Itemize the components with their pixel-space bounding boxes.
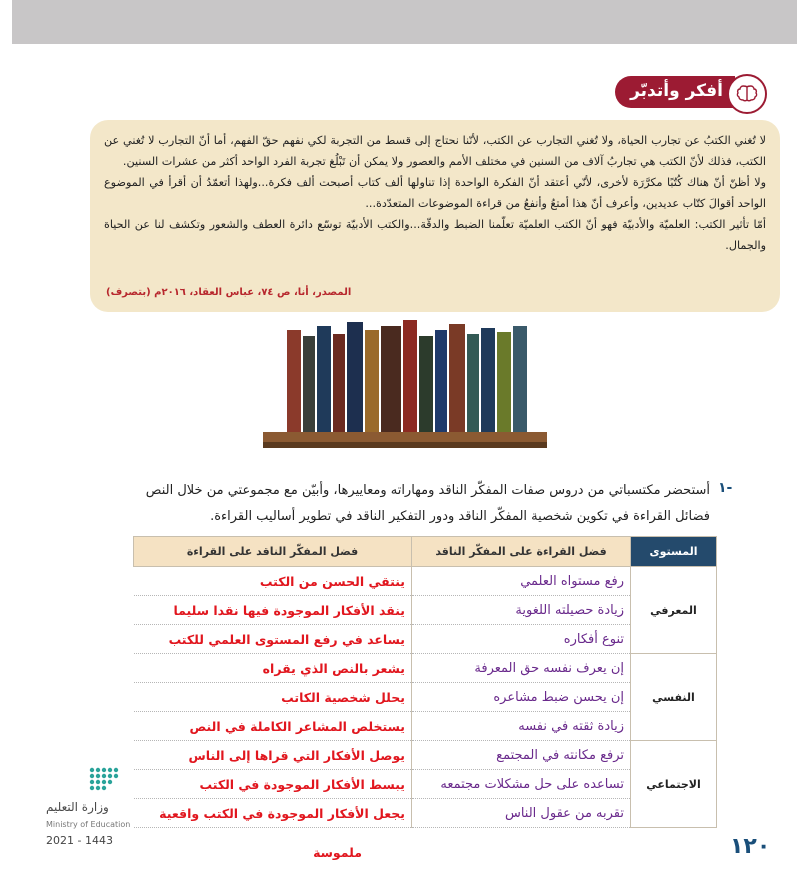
impact-cell[interactable] — [412, 654, 631, 683]
handwritten-answer: يشعر بالنص الذي يقراه — [262, 660, 405, 676]
page-number: ١٢٠ — [730, 834, 771, 859]
quote-paragraph-2: ولا أظنّ أنّ هناك كُتُبًا مكرَّرَة لأخرى، لأنّي أعتقد أنّ الفكرة الواحدة إذا تناولها ألف كتاب أصبحت ألف فكرة...ولهذا أتعمّدُ أن أقرأ في الموضوع الواحد أقوالَ كتّاب عديدين، وأعرف أنّ هذا أمتعُ وأنفعُ من قراءة الموضوعات المتعدّدة... — [104, 176, 766, 210]
answer-cell[interactable] — [134, 625, 412, 654]
quote-box — [90, 120, 780, 312]
impact-cell[interactable] — [412, 770, 631, 799]
impact-cell[interactable] — [412, 741, 631, 770]
handwritten-answer: زيادة ثقته في نفسه — [518, 718, 624, 734]
table-row — [134, 625, 717, 654]
table-row — [134, 683, 717, 712]
header-thinker-on-reading: فضل المفكّر الناقد على القراءة — [134, 537, 412, 567]
header-reading-on-thinker: فضل القراءة على المفكّر الناقد — [412, 537, 631, 567]
handwritten-answer: إن يحسن ضبط مشاعره — [493, 689, 624, 705]
impact-cell[interactable] — [412, 799, 631, 828]
answer-cell[interactable] — [134, 596, 412, 625]
handwritten-answer: ينقد الأفكار الموجودة فيها نقدا سليما — [173, 602, 405, 618]
table-row — [134, 567, 717, 596]
edition-year: 2021 - 1443 — [46, 834, 113, 847]
handwritten-answer: يجعل الأفكار الموجودة في الكتب واقعية — [159, 805, 405, 821]
impact-cell[interactable] — [412, 712, 631, 741]
handwritten-answer: يساعد في رفع المستوى العلمي للكتب — [168, 631, 405, 647]
handwritten-answer: يوصل الأفكار التي قراها إلى الناس — [188, 747, 405, 763]
table-row — [134, 712, 717, 741]
quote-source: المصدر، أنا، ص ٧٤، عباس العقاد، ٢٠١٦م (بتصرف) — [106, 287, 352, 298]
table-row — [134, 799, 717, 828]
level-cell: الاجتماعي — [631, 741, 717, 828]
handwritten-answer: ينتقي الحسن من الكتب — [259, 573, 405, 589]
impact-cell[interactable] — [412, 683, 631, 712]
handwritten-answer: إن يعرف نفسه حق المعرفة — [474, 660, 624, 676]
quote-paragraph-3: أمّا تأثير الكتب: العلميّة والأدبيّة فهو أنّ الكتب العلميّة تعلّمنا الضبط والدقّة...والكتب الأدبيّة توسّع دائرة العطف والشعور وتكشف لنا عن الحياة والجمال. — [104, 218, 766, 252]
handwritten-overflow: ملموسة — [313, 845, 362, 860]
answer-cell[interactable] — [134, 654, 412, 683]
answer-cell[interactable] — [134, 683, 412, 712]
top-gray-bar — [12, 0, 797, 44]
level-cell: المعرفي — [631, 567, 717, 654]
handwritten-answer: يبسط الأفكار الموجودة في الكتب — [199, 776, 405, 792]
table-row — [134, 770, 717, 799]
section-header — [615, 74, 767, 110]
table-row — [134, 654, 717, 683]
question-text: أستحضر مكتسباتي من دروس صفات المفكّر الناقد ومهاراته ومعاييرها، وأبيّن مع مجموعتي من خلال النص فضائل القراءة في تكوين شخصية المفكّر الناقد ودور التفكير الناقد في تطوير أساليب القراءة. — [145, 483, 710, 524]
answer-cell[interactable] — [134, 741, 412, 770]
impact-cell[interactable] — [412, 596, 631, 625]
handwritten-answer: تقربه من عقول الناس — [504, 805, 624, 821]
handwritten-answer: زيادة حصيلته اللغوية — [515, 602, 624, 618]
handwritten-answer: يستخلص المشاعر الكاملة في النص — [189, 718, 405, 734]
answer-table — [133, 536, 717, 828]
answer-cell[interactable] — [134, 712, 412, 741]
impact-cell[interactable] — [412, 625, 631, 654]
logo-arabic-text: وزارة التعليم — [46, 800, 109, 814]
handwritten-answer: تنوع أفكاره — [563, 631, 624, 647]
logo-english-text: Ministry of Education — [46, 820, 131, 829]
brain-icon — [727, 74, 767, 114]
quote-paragraph-1: لا تُغني الكتبُ عن تجارب الحياة، ولا تُغني التجارب عن الكتب، لأنّنا نحتاج إلى قسط من التجربة لكي نفهم حقّ الفهم، أما أنّ التجارب لا تُغني عن الكتب، فذلك لأنّ الكتب هي تجاربُ آلاف من السنين في مختلف الأمم والعصور ولا يمكن أن تَبْلُغ تجربة الفرد الواحد أكثر من عشرات السنين. — [104, 134, 766, 168]
handwritten-answer: رفع مستواه العلمي — [520, 573, 624, 589]
table-row — [134, 741, 717, 770]
handwritten-answer: يحلل شخصية الكاتب — [281, 689, 405, 705]
handwritten-answer: ترفع مكانته في المجتمع — [496, 747, 624, 763]
answer-cell[interactable] — [134, 799, 412, 828]
header-level: المستوى — [631, 537, 717, 567]
level-cell: النفسي — [631, 654, 717, 741]
impact-cell[interactable] — [412, 567, 631, 596]
table-header-row — [134, 537, 717, 567]
bookshelf-illustration — [255, 318, 555, 450]
answer-cell[interactable] — [134, 770, 412, 799]
handwritten-answer: تساعده على حل مشكلات مجتمعه — [440, 776, 624, 792]
section-title: أفكر وأتدبّر — [630, 81, 723, 101]
question-number: ١- — [718, 480, 733, 496]
answer-cell[interactable] — [134, 567, 412, 596]
table-row — [134, 596, 717, 625]
